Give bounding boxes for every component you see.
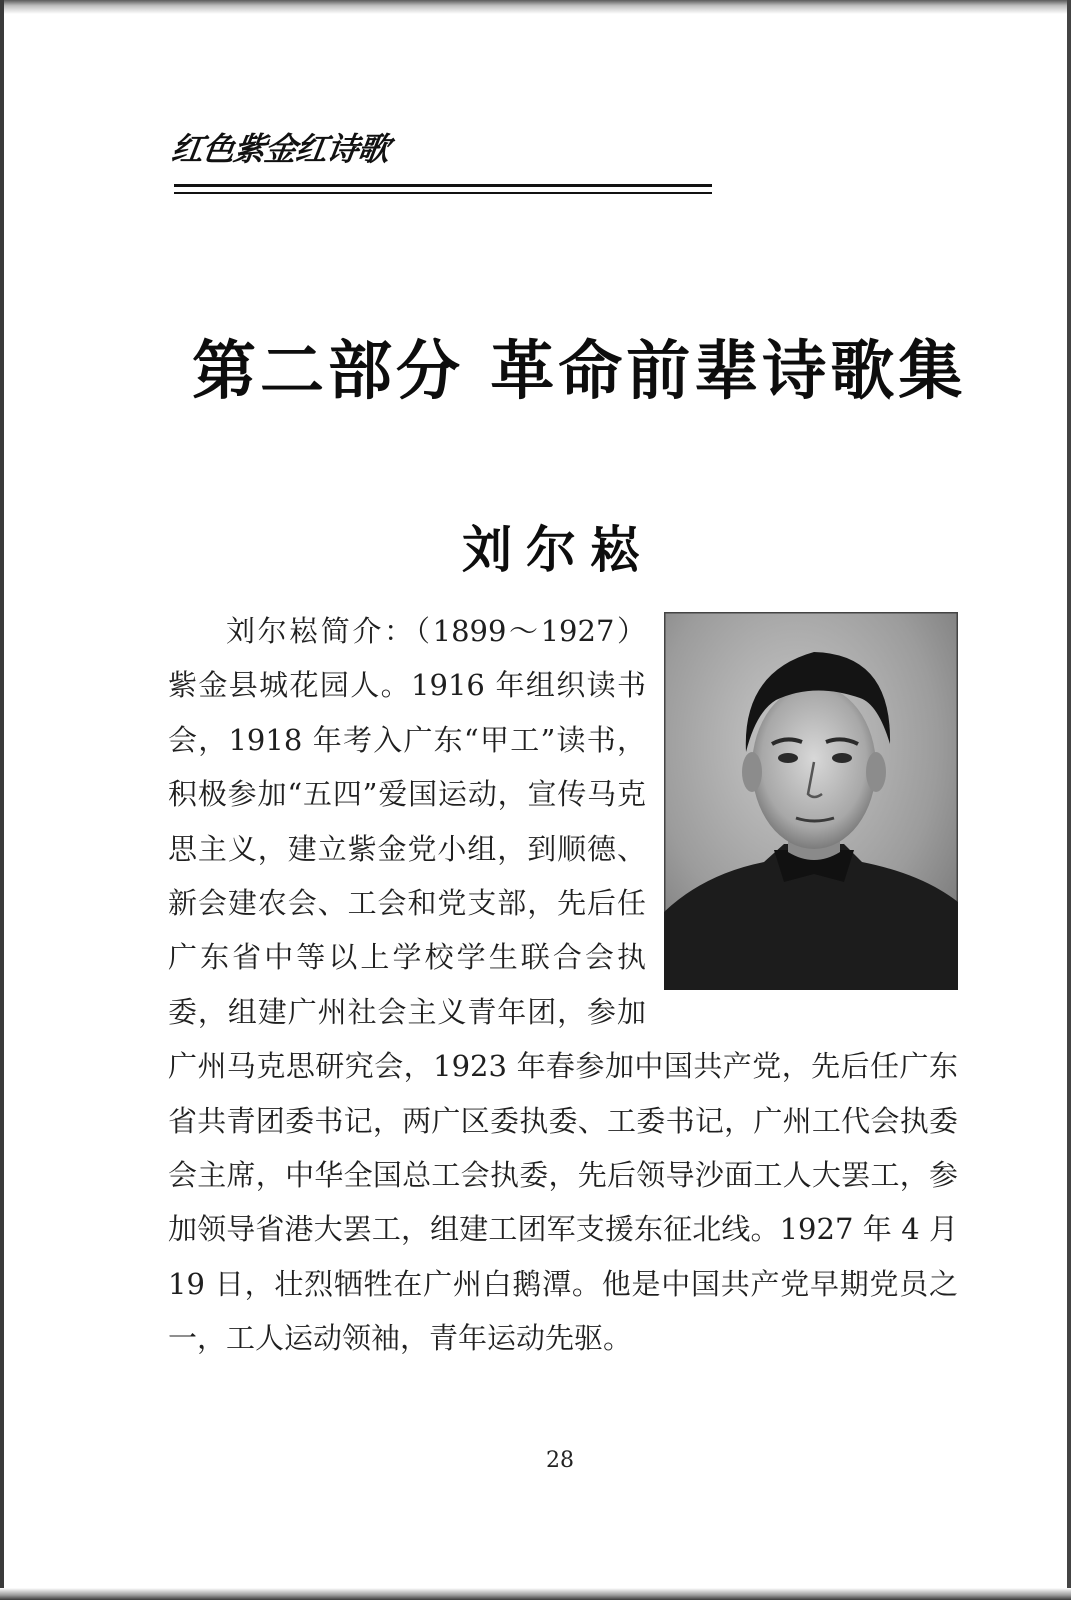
biography-text: 刘尔崧简介：（1899～1927）紫金县城花园人。1916 年组织读书会，1918 年考入广东“甲工”读书，积极参加“五四”爱国运动，宣传马克思主义，建立紫金党小组，到顺德、新会建农会、工会和党支部，先后任广东省中等以上学校学生联合会执委，组建广州社会主义青年团，参加广州马克思研究会，1923 年春参加中国共产党，先后任广东省共青团委书记，两广区委执委、工委书记，广州工代会执委会主席，中华全国总工会执委，先后领导沙面工人大罢工，参加领导省港大罢工，组建工团军支援东征北线。1927 年 4 月 19 日，壮烈牺牲在广州白鹅潭。他是中国共产党早期党员之一，工人运动领袖，青年运动先驱。 xyxy=(168,614,958,1356)
header-rule-thick xyxy=(174,184,712,187)
scan-edge-bottom xyxy=(0,1588,1071,1600)
scan-edge-left xyxy=(0,0,4,1600)
header-rule-thin xyxy=(174,192,712,194)
poet-name: 刘尔崧 xyxy=(462,520,654,579)
biography-section xyxy=(168,604,958,1366)
portrait-icon xyxy=(664,612,958,990)
running-header: 红色紫金红诗歌 xyxy=(169,130,392,168)
page-number: 28 xyxy=(546,1448,574,1473)
portrait-photo xyxy=(664,612,958,990)
scan-edge-right xyxy=(1067,0,1071,1600)
part-title: 第二部分 革命前辈诗歌集 xyxy=(192,334,967,409)
scan-edge-top xyxy=(0,0,1071,14)
